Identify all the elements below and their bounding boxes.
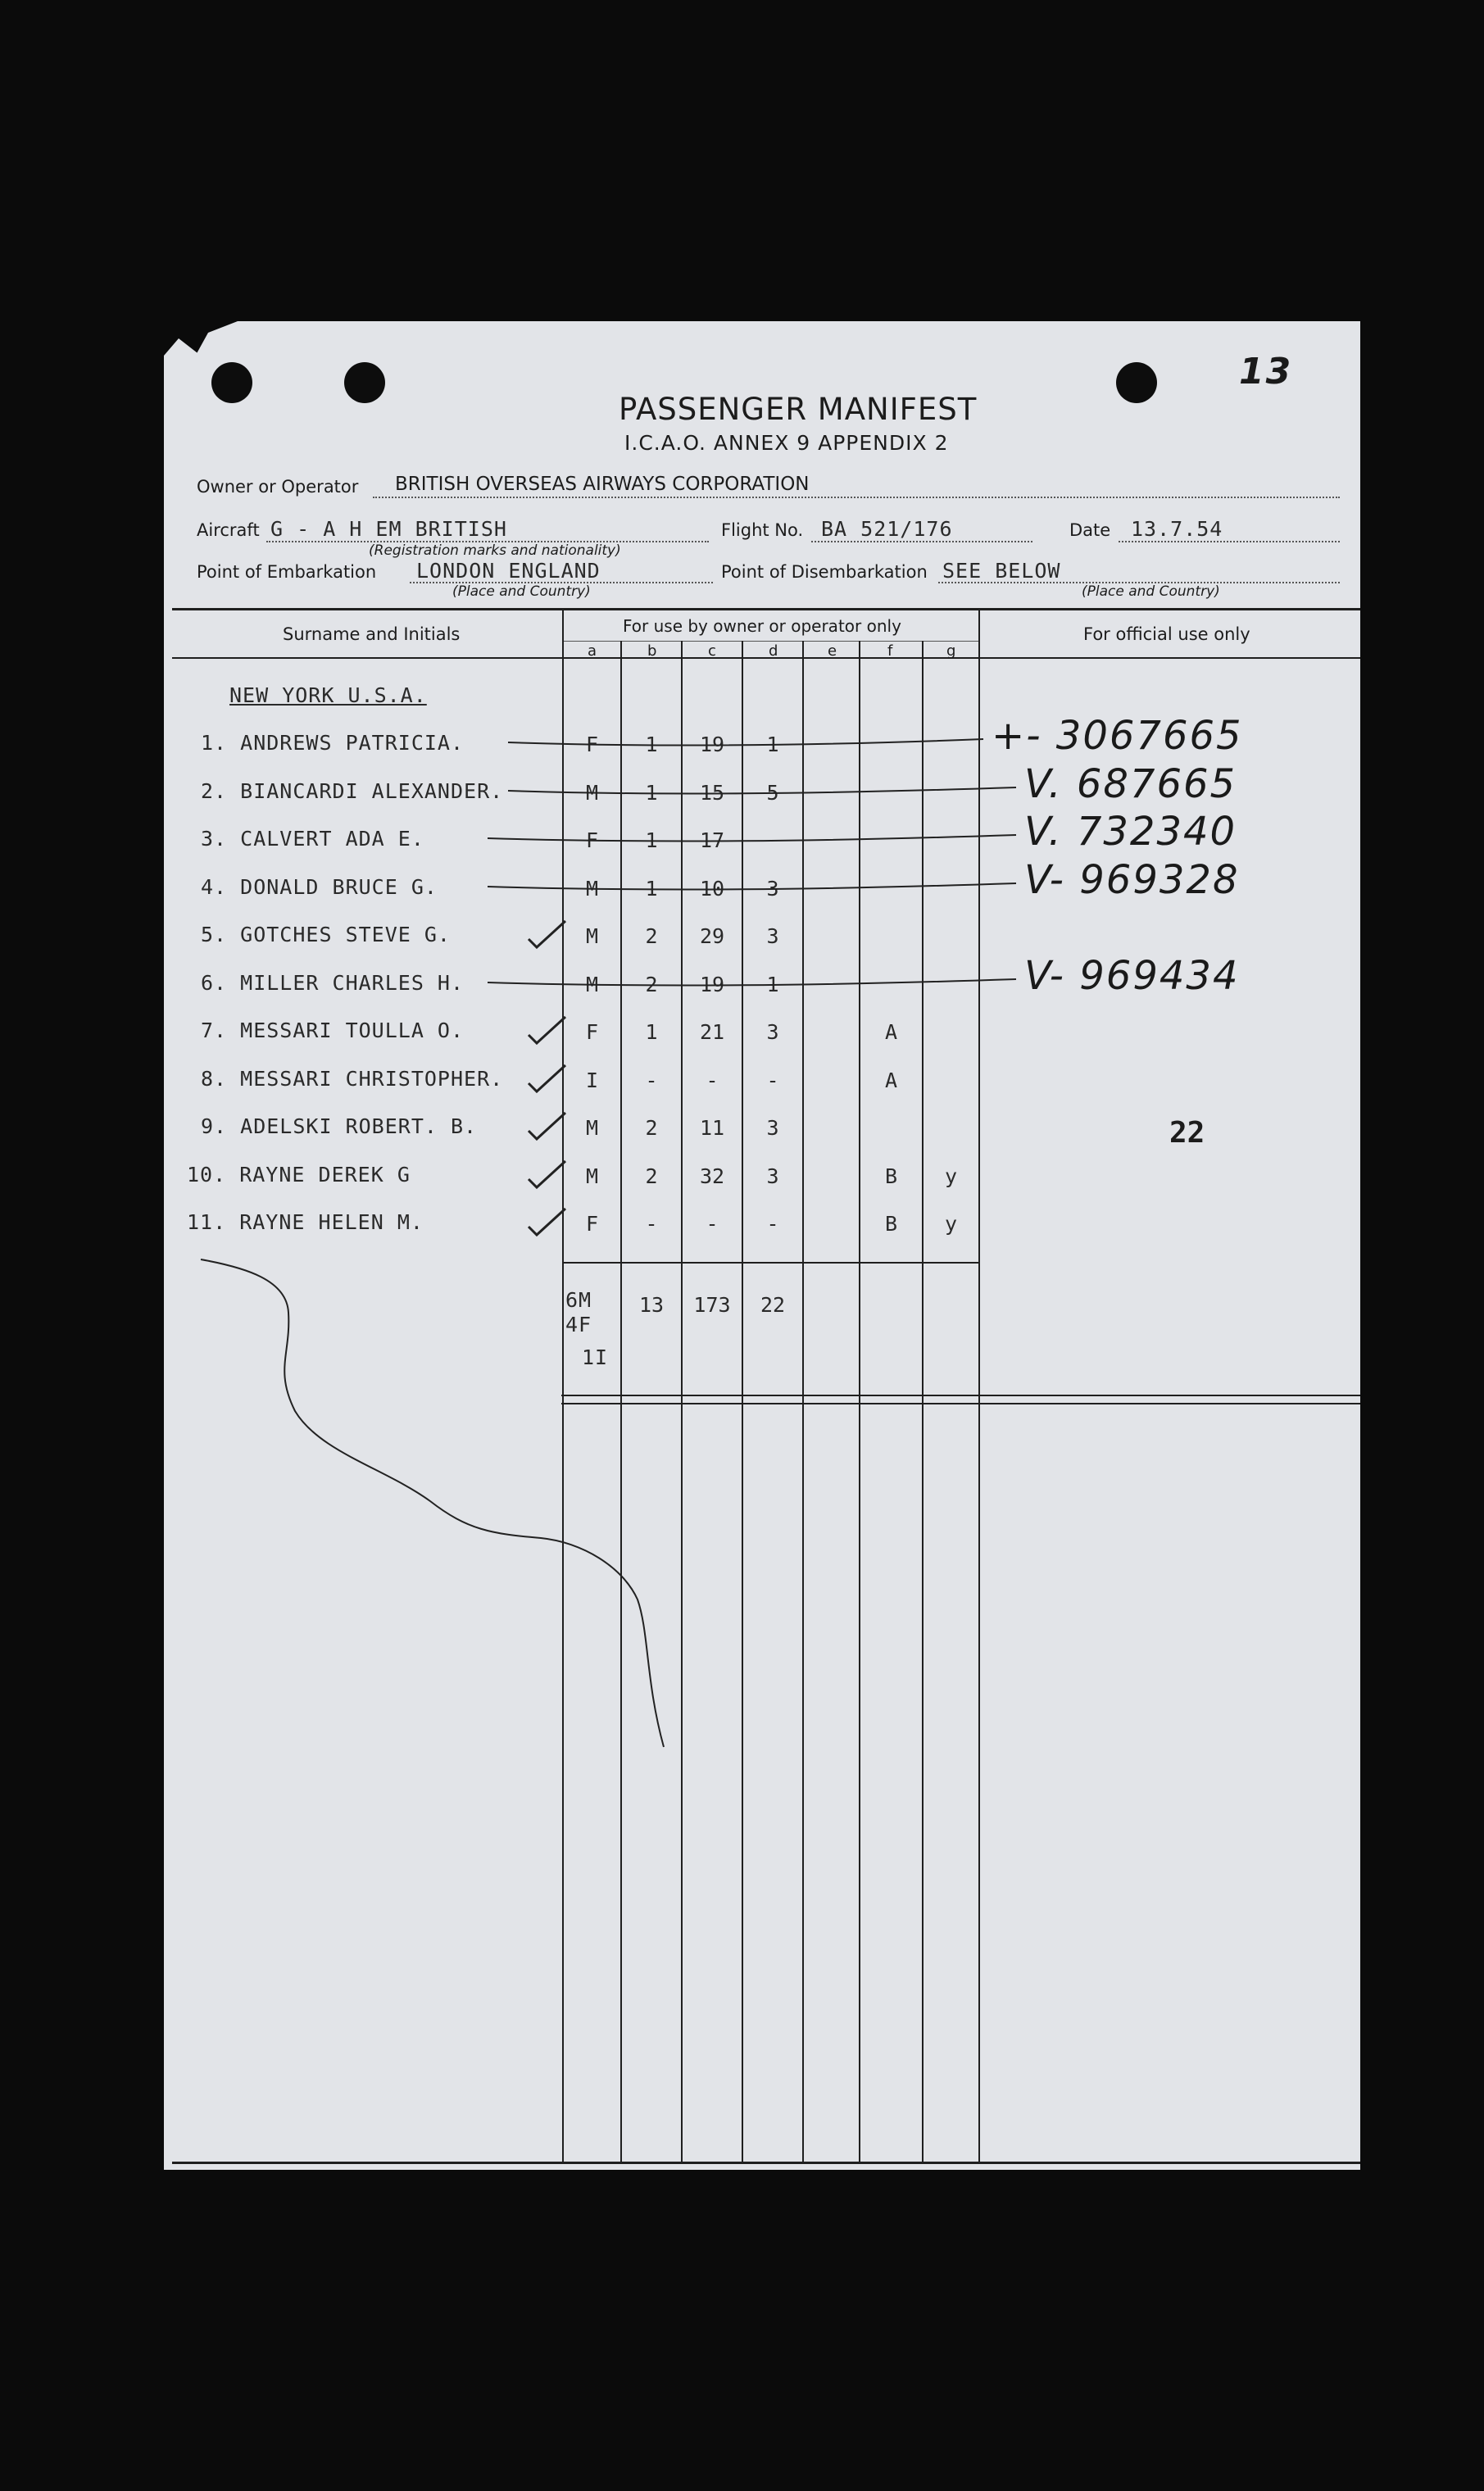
- passenger-col-d: 5: [766, 780, 779, 805]
- passenger-col-b: 2: [645, 1164, 658, 1188]
- passenger-col-a: M: [585, 1164, 599, 1188]
- punch-hole-right: [1116, 362, 1157, 403]
- row-pen-mark: [164, 914, 1229, 955]
- passenger-col-a: F: [585, 1020, 599, 1044]
- passenger-col-b: 2: [645, 972, 658, 996]
- owner-dotted-line: [373, 497, 1340, 498]
- passenger-name: 5. GOTCHES STEVE G.: [201, 923, 451, 946]
- total-infants: 1I: [582, 1345, 609, 1369]
- passenger-name: 3. CALVERT ADA E.: [201, 827, 424, 851]
- surname-column-header: Surname and Initials: [283, 624, 461, 644]
- passenger-col-d: 3: [766, 876, 779, 901]
- passenger-col-c: 19: [699, 733, 725, 756]
- passenger-col-b: 1: [645, 780, 658, 805]
- passenger-col-a: F: [585, 828, 599, 852]
- total-d: 22: [760, 1293, 786, 1317]
- page-number: 13: [1239, 351, 1293, 392]
- row-pen-mark: [164, 1010, 1229, 1051]
- subcol-g: g: [946, 642, 956, 660]
- row-pen-mark: [164, 723, 1229, 764]
- table-header-rule: [172, 657, 1360, 659]
- passenger-col-d: 1: [766, 972, 779, 996]
- row-pen-mark: [164, 867, 1229, 908]
- passenger-col-c: 10: [699, 876, 725, 901]
- pen-squiggle: [197, 1255, 787, 1993]
- page-bottom-rule: [172, 2162, 1360, 2164]
- passenger-col-a: M: [585, 924, 599, 948]
- passenger-name: 11. RAYNE HELEN M.: [187, 1210, 424, 1234]
- embark-label: Point of Embarkation: [197, 562, 377, 582]
- aircraft-value: G - A H EM BRITISH: [270, 517, 507, 541]
- total-females: 4F: [565, 1313, 592, 1336]
- punch-hole-center: [344, 362, 385, 403]
- date-label: Date: [1069, 520, 1111, 540]
- passenger-col-d: 3: [766, 1020, 779, 1044]
- passenger-col-a: M: [585, 972, 599, 996]
- official-handwritten-number: V. 732340: [1024, 809, 1237, 855]
- subcol-e: e: [828, 642, 837, 660]
- total-males: 6M: [565, 1288, 592, 1312]
- section-heading: NEW YORK U.S.A.: [229, 683, 427, 707]
- passenger-name: 10. RAYNE DEREK G: [187, 1162, 411, 1187]
- passenger-col-g: y: [944, 1164, 958, 1188]
- passenger-name: 1. ANDREWS PATRICIA.: [201, 731, 465, 755]
- passenger-name: 9. ADELSKI ROBERT. B.: [201, 1114, 478, 1138]
- subcol-f: f: [887, 642, 893, 660]
- passenger-col-c: -: [706, 1212, 719, 1236]
- subcol-d: d: [769, 642, 778, 660]
- date-dotted-line: [1119, 541, 1340, 542]
- passenger-col-a: M: [585, 780, 599, 805]
- passenger-col-d: 1: [766, 733, 779, 756]
- official-column-header: For official use only: [1083, 624, 1250, 644]
- passenger-col-b: 2: [645, 924, 658, 948]
- passenger-col-d: 3: [766, 924, 779, 948]
- passenger-col-b: 1: [645, 828, 658, 852]
- passenger-col-a: M: [585, 876, 599, 901]
- passenger-col-d: 3: [766, 1116, 779, 1140]
- disembark-label: Point of Disembarkation: [721, 562, 928, 582]
- passenger-col-c: 17: [699, 828, 725, 852]
- page-title: PASSENGER MANIFEST: [619, 392, 978, 427]
- passenger-col-a: M: [585, 1116, 599, 1140]
- row-pen-mark: [164, 963, 1229, 1004]
- official-handwritten-number: V- 969434: [1024, 952, 1240, 999]
- subcol-a: a: [588, 642, 597, 660]
- total-c: 173: [693, 1293, 731, 1317]
- manifest-page: [164, 321, 1360, 2170]
- flight-label: Flight No.: [721, 520, 804, 540]
- passenger-col-c: 19: [699, 972, 725, 996]
- disembark-note: (Place and Country): [1082, 583, 1220, 600]
- passenger-col-a: F: [585, 1212, 599, 1236]
- passenger-col-f: A: [884, 1020, 898, 1044]
- official-handwritten-number: +- 3067665: [992, 713, 1243, 759]
- passenger-col-b: -: [645, 1212, 658, 1236]
- subcol-b: b: [647, 642, 657, 660]
- official-count-stamp: 22: [1169, 1116, 1205, 1150]
- passenger-col-d: -: [766, 1212, 779, 1236]
- row-pen-mark: [164, 819, 1229, 860]
- embark-value: LONDON ENGLAND: [416, 559, 601, 583]
- owner-subheader-rule: [564, 641, 980, 642]
- passenger-col-f: A: [884, 1068, 898, 1092]
- passenger-col-c: 29: [699, 924, 725, 948]
- passenger-name: 8. MESSARI CHRISTOPHER.: [201, 1066, 504, 1091]
- subcol-c: c: [708, 642, 716, 660]
- table-top-rule: [172, 608, 1360, 610]
- passenger-name: 2. BIANCARDI ALEXANDER.: [201, 778, 504, 803]
- passenger-col-f: B: [884, 1164, 898, 1188]
- passenger-col-c: 11: [699, 1116, 725, 1140]
- passenger-col-f: B: [884, 1212, 898, 1236]
- owner-value: BRITISH OVERSEAS AIRWAYS CORPORATION: [395, 474, 810, 495]
- page-subtitle: I.C.A.O. ANNEX 9 APPENDIX 2: [624, 431, 949, 455]
- flight-dotted-line: [811, 541, 1032, 542]
- aircraft-note: (Registration marks and nationality): [369, 542, 621, 559]
- official-handwritten-number: V- 969328: [1024, 856, 1240, 903]
- passenger-col-c: 21: [699, 1020, 725, 1044]
- passenger-col-b: -: [645, 1068, 658, 1092]
- aircraft-label: Aircraft: [197, 520, 260, 540]
- owner-label: Owner or Operator: [197, 477, 359, 497]
- passenger-col-c: -: [706, 1068, 719, 1092]
- row-pen-mark: [164, 1202, 1229, 1243]
- owner-column-header: For use by owner or operator only: [623, 616, 901, 636]
- row-pen-mark: [164, 1059, 1229, 1100]
- date-value: 13.7.54: [1131, 517, 1223, 541]
- passenger-col-c: 15: [699, 780, 725, 805]
- row-pen-mark: [164, 1155, 1229, 1196]
- passenger-name: 6. MILLER CHARLES H.: [201, 970, 465, 995]
- passenger-col-b: 2: [645, 1116, 658, 1140]
- total-b: 13: [638, 1293, 665, 1317]
- flight-value: BA 521/176: [821, 517, 953, 541]
- passenger-col-b: 1: [645, 876, 658, 901]
- row-pen-mark: [164, 771, 1229, 812]
- passenger-col-g: y: [944, 1212, 958, 1236]
- passenger-col-d: -: [766, 1068, 779, 1092]
- embark-note: (Place and Country): [452, 583, 591, 600]
- official-handwritten-number: V. 687665: [1024, 760, 1237, 807]
- row-pen-mark: [164, 1106, 1229, 1147]
- passenger-col-a: I: [585, 1068, 599, 1092]
- passenger-col-a: F: [585, 733, 599, 756]
- passenger-col-b: 1: [645, 733, 658, 756]
- punch-hole-left: [211, 362, 252, 403]
- disembark-value: SEE BELOW: [942, 559, 1061, 583]
- passenger-col-d: 3: [766, 1164, 779, 1188]
- passenger-col-b: 1: [645, 1020, 658, 1044]
- passenger-col-c: 32: [699, 1164, 725, 1188]
- passenger-name: 4. DONALD BRUCE G.: [201, 874, 438, 899]
- passenger-name: 7. MESSARI TOULLA O.: [201, 1019, 465, 1042]
